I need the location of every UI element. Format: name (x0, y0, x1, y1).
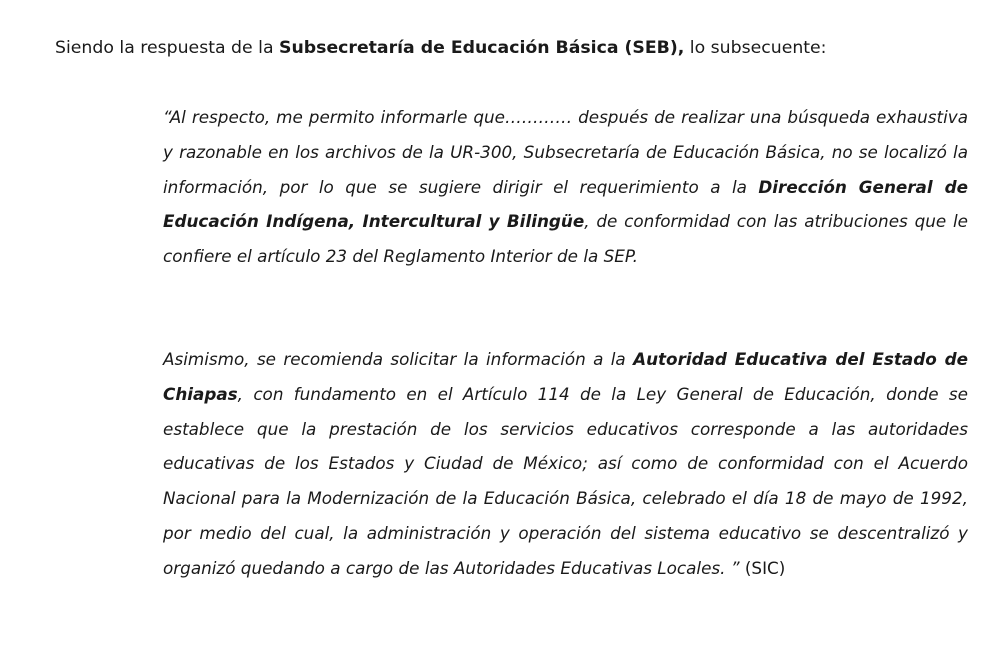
quote1-text-1: “Al respecto, me permito informarle que………… después de realizar una búsqueda exhaustiva y razonable en los archivos de la UR-300, Subsecretaría de Educación Básica, no se localizó la información, por lo que se sugiere dirigir el requerimiento a la (163, 107, 968, 197)
quote-paragraph-1 (163, 100, 968, 274)
intro-text-post: lo subsecuente: (684, 38, 827, 58)
quote1-bold-dgeiib: Dirección General de Educación Indígena, Intercultural y Bilingüe (163, 176, 968, 232)
sic-marker: (SIC) (739, 557, 786, 578)
quote1-text-2: , de conformidad con las atribuciones que le confiere el artículo 23 del Reglamento Interior de la SEP. (163, 211, 968, 267)
intro-bold-seb: Subsecretaría de Educación Básica (SEB), (279, 38, 685, 58)
intro-line (55, 36, 955, 60)
quote-paragraph-2 (163, 342, 968, 586)
quote2-bold-autoridad: Autoridad Educativa del Estado de Chiapas (163, 349, 969, 404)
quote2-text-1: Asimismo, se recomienda solicitar la información a la (163, 349, 634, 369)
quote2-text-2: , con fundamento en el Artículo 114 de la Ley General de Educación, donde se establece que la prestación de los servicios educativos corresponde a las autoridades educativas de los Estados y Ciudad de México; así como de conformidad con el Acuerdo Nacional para la Modernización de la Educación Básica, celebrado el día 18 de mayo de 1992, por medio del cual, la administración y operación del sistema educativo se descentralizó y organizó quedando a cargo de las Autoridades Educativas Locales. ” (163, 383, 968, 578)
intro-text-pre: Siendo la respuesta de la (55, 38, 280, 58)
